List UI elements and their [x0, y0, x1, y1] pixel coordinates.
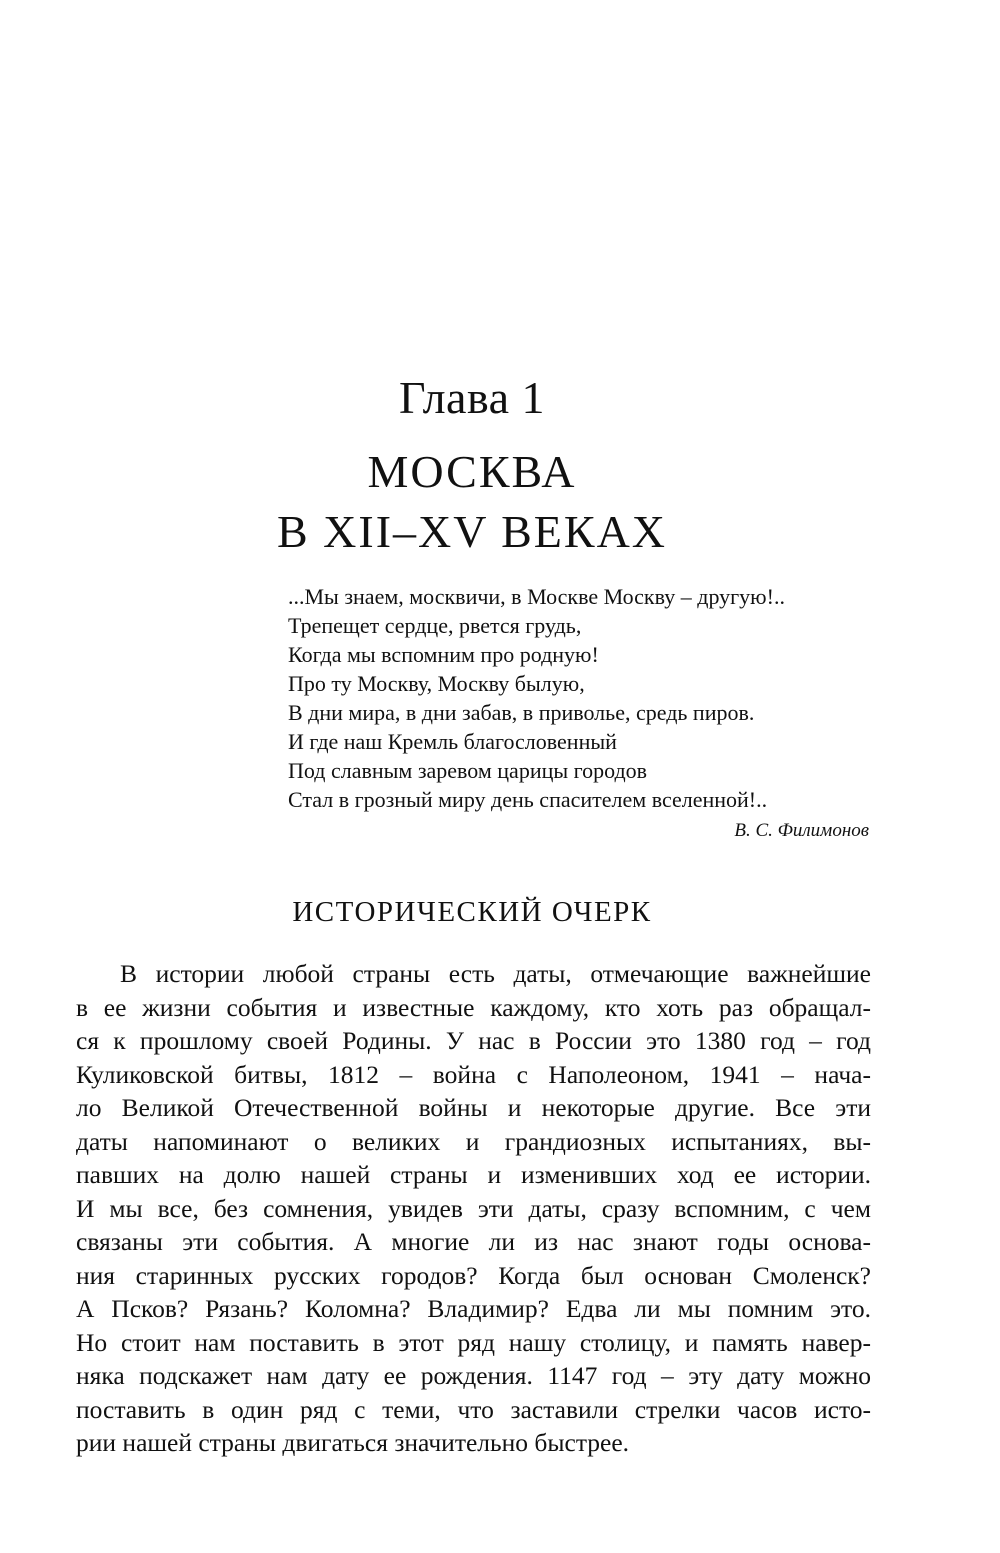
paragraph-line: ся к прошлому своей Родины. У нас в России это 1380 год – год	[76, 1026, 871, 1055]
section-heading: ИСТОРИЧЕСКИЙ ОЧЕРК	[292, 896, 652, 928]
epigraph-line: Трепещет сердце, рвется грудь,	[288, 613, 582, 638]
paragraph-line: няка подскажет нам дату ее рождения. 1147 год – эту дату можно	[76, 1361, 871, 1390]
paragraph-line: ло Великой Отечественной войны и некоторые другие. Все эти	[76, 1093, 871, 1122]
paragraph-line: В истории любой страны есть даты, отмечающие важнейшие	[120, 959, 871, 988]
chapter-label: Глава 1	[398, 372, 546, 423]
epigraph-line: В дни мира, в дни забав, в приволье, средь пиров.	[288, 700, 755, 725]
body-paragraph	[76, 957, 871, 1460]
epigraph-author: В. С. Филимонов	[734, 820, 869, 841]
paragraph-line: рии нашей страны двигаться значительно быстрее.	[76, 1428, 630, 1457]
paragraph-line: А Псков? Рязань? Коломна? Владимир? Едва ли мы помним это.	[76, 1294, 871, 1323]
chapter-title	[0, 442, 944, 562]
epigraph-line: Под славным заревом царицы городов	[288, 758, 648, 783]
paragraph-line: в ее жизни события и известные каждому, кто хоть раз обращал-	[76, 992, 871, 1022]
paragraph-line: Но стоит нам поставить в этот ряд нашу столицу, и память навер-	[76, 1327, 871, 1357]
chapter-title-line: МОСКВА	[367, 446, 577, 497]
paragraph-line: Куликовской битвы, 1812 – война с Наполеоном, 1941 – нача-	[76, 1059, 871, 1089]
epigraph-line: Когда мы вспомним про родную!	[288, 642, 599, 667]
epigraph-line: Стал в грозный миру день спасителем вселенной!..	[288, 787, 768, 812]
paragraph-line: ния старинных русских городов? Когда был основан Смоленск?	[76, 1260, 871, 1290]
epigraph-line: ...Мы знаем, москвичи, в Москве Москву – другую!..	[288, 584, 785, 609]
paragraph-line: связаны эти события. А многие ли из нас знают годы основа-	[76, 1227, 871, 1256]
chapter-title-line: В XII–XV ВЕКАХ	[276, 506, 668, 557]
paragraph-line: поставить в один ряд с теми, что заставили стрелки часов исто-	[76, 1394, 871, 1424]
epigraph-line: И где наш Кремль благословенный	[288, 729, 617, 754]
epigraph-line: Про ту Москву, Москву былую,	[288, 671, 585, 696]
epigraph	[288, 582, 888, 814]
paragraph-line: даты напоминают о великих и грандиозных испытаниях, вы-	[76, 1126, 871, 1156]
paragraph-line: И мы все, без сомнения, увидев эти даты, сразу вспомним, с чем	[76, 1193, 871, 1223]
paragraph-line: павших на долю нашей страны и изменивших ход ее истории.	[76, 1160, 871, 1189]
